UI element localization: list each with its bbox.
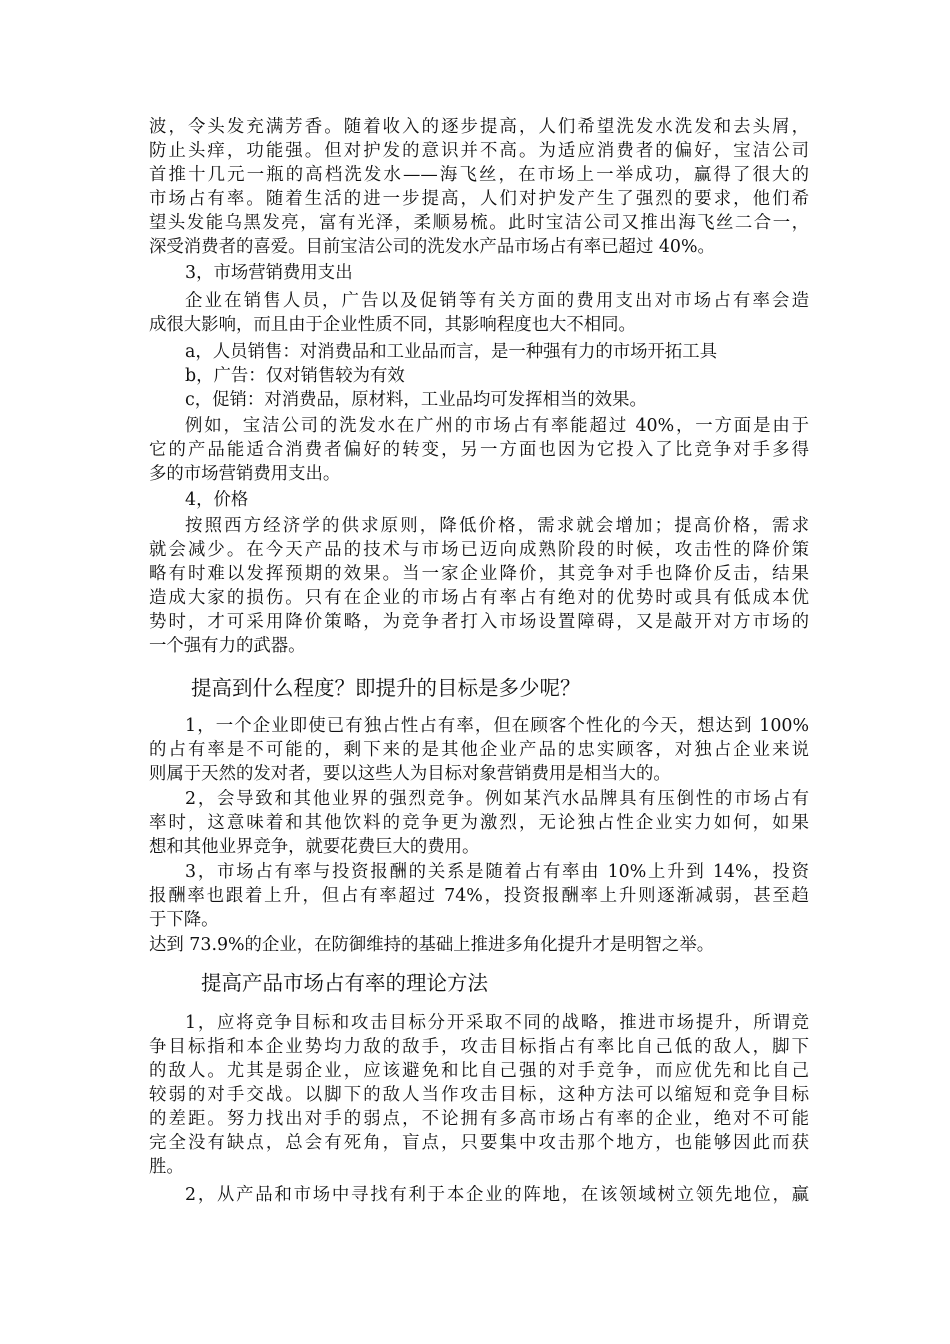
text-line: 造成大家的损伤。只有在企业的市场占有率占有绝对的优势时或具有低成本优: [149, 588, 809, 608]
text-line: 企业在销售人员，广告以及促销等有关方面的费用支出对市场占有率会造: [185, 291, 809, 311]
text-line: 首推十几元一瓶的高档洗发水——海飞丝，在市场上一举成功，赢得了很大的: [149, 165, 809, 185]
text-line: 市场占有率。随着生活的进一步提高，人们对护发产生了强烈的要求，他们希: [149, 189, 809, 209]
text-line: 就会减少。在今天产品的技术与市场已迈向成熟阶段的时候，攻击性的降价策: [149, 540, 809, 560]
text-line: 波，令头发充满芳香。随着收入的逐步提高，人们希望洗发水洗发和去头屑，: [149, 117, 809, 137]
text-line: 例如，宝洁公司的洗发水在广州的市场占有率能超过 40%，一方面是由于: [185, 416, 809, 436]
paragraph-point-3: [149, 860, 809, 932]
text-line: 完全没有缺点，总会有死角，盲点，只要集中攻击那个地方，也能够因此而获: [149, 1133, 809, 1153]
text-line: 率时，这意味着和其他饮料的竞争更为激烈，无论独占性企业实力如何，如果: [149, 813, 809, 833]
paragraph-shampoo-history: [149, 115, 809, 259]
text-line: 的差距。努力找出对手的弱点，不论拥有多高市场占有率的企业，绝对不可能: [149, 1109, 809, 1129]
paragraph-point-2: [149, 787, 809, 859]
text-line: 防止头痒，功能强。但对护发的意识并不高。为适应消费者的偏好，宝洁公司: [149, 141, 809, 161]
paragraph-point-1: [149, 714, 809, 786]
paragraph-price: [149, 514, 809, 658]
text-line: 2，从产品和市场中寻找有利于本企业的阵地，在该领域树立领先地位，赢: [185, 1185, 809, 1205]
text-line: 一个强有力的武器。: [149, 636, 306, 656]
text-line: 3，市场占有率与投资报酬的关系是随着占有率由 10%上升到 14%，投资: [185, 862, 809, 882]
paragraph-diversification: 达到 73.9%的企业，在防御维持的基础上推进多角化提升才是明智之举。: [149, 935, 715, 955]
text-line: 成很大影响，而且由于企业性质不同，其影响程度也大不相同。: [149, 315, 636, 335]
paragraph-example-guangzhou: [149, 414, 809, 486]
text-line: 略有时难以发挥预期的效果。当一家企业降价，其竞争对手也降价反击，结果: [149, 564, 809, 584]
text-line: 的占有率是不可能的，剩下来的是其他企业产品的忠实顾客，对独占企业来说: [149, 740, 809, 760]
text-line: 于下降。: [149, 910, 219, 930]
list-item-advertising: b，广告：仅对销售较为有效: [185, 366, 405, 386]
list-item-promotion: c，促销：对消费品，原材料，工业品均可发挥相当的效果。: [185, 390, 647, 410]
section-title-marketing-cost: 3，市场营销费用支出: [185, 263, 353, 283]
text-line: 则属于天然的发对者，要以这些人为目标对象营销费用是相当大的。: [149, 764, 671, 784]
paragraph-method-1: [149, 1011, 809, 1179]
text-line: 它的产品能适合消费者偏好的转变，另一方面也因为它投入了比竞争对手多得: [149, 440, 809, 460]
text-line: 2，会导致和其他业界的强烈竞争。例如某汽水品牌具有压倒性的市场占有: [185, 789, 809, 809]
text-line: 按照西方经济学的供求原则，降低价格，需求就会增加；提高价格，需求: [185, 516, 809, 536]
paragraph-marketing-cost: [149, 289, 809, 337]
text-line: 争目标指和本企业势均力敌的敌手，攻击目标指占有率比自己低的敌人，脚下: [149, 1037, 809, 1057]
text-line: 1，应将竞争目标和攻击目标分开采取不同的战略，推进市场提升，所谓竞: [185, 1013, 809, 1033]
text-line: 多的市场营销费用支出。: [149, 464, 341, 484]
text-line: 想和其他业界竞争，就要花费巨大的费用。: [149, 837, 480, 857]
text-line: 较弱的对手交战。以脚下的敌人当作攻击目标，这种方法可以缩短和竞争目标: [149, 1085, 809, 1105]
text-line: 胜。: [149, 1157, 184, 1177]
heading-theory-methods: 提高产品市场占有率的理论方法: [201, 971, 488, 995]
list-item-personal-selling: a，人员销售：对消费品和工业品而言，是一种强有力的市场开拓工具: [185, 342, 718, 362]
section-title-price: 4，价格: [185, 490, 249, 510]
text-line: 的敌人。尤其是弱企业，应该避免和比自己强的对手竞争，而应优先和比自己: [149, 1061, 809, 1081]
heading-target-level: 提高到什么程度？即提升的目标是多少呢？: [191, 676, 581, 700]
text-line: 报酬率也跟着上升，但占有率超过 74%，投资报酬率上升则逐渐减弱，甚至趋: [149, 886, 809, 906]
text-line: 势时，才可采用降价策略，为竞争者打入市场设置障碍，又是敲开对方市场的: [149, 612, 809, 632]
text-line: 望头发能乌黑发亮，富有光泽，柔顺易梳。此时宝洁公司又推出海飞丝二合一，: [149, 213, 809, 233]
text-line: 深受消费者的喜爱。目前宝洁公司的洗发水产品市场占有率已超过 40%。: [149, 237, 715, 257]
paragraph-method-2: [149, 1183, 809, 1207]
text-line: 1，一个企业即使已有独占性占有率，但在顾客个性化的今天，想达到 100%: [185, 716, 809, 736]
